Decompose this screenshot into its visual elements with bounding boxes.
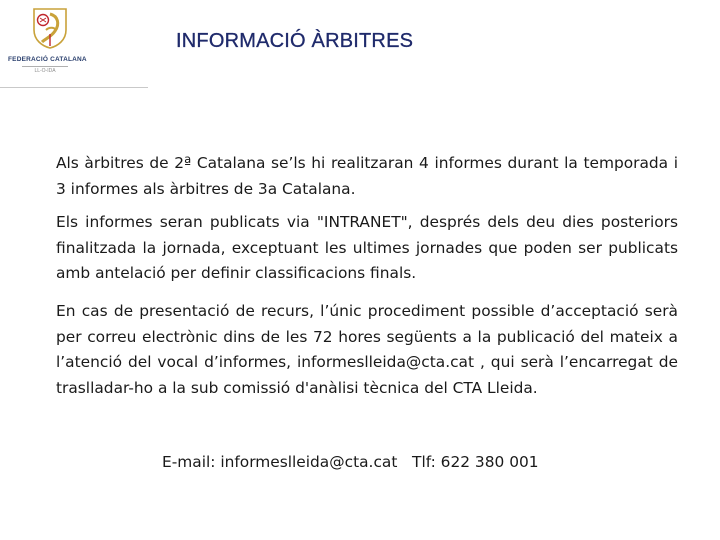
header-divider <box>0 87 148 88</box>
page-title: INFORMACIÓ ÀRBITRES <box>176 30 414 52</box>
federation-crest-icon <box>28 6 72 50</box>
federation-logo <box>8 6 87 76</box>
paragraph-appeal-procedure: En cas de presentació de recurs, l’únic procediment possible d’acceptació serà per correu electrònic dins de les 72 hores següents a la publicació del mateix a l’atenció del vocal d’informes, informeslleida@cta.cat , qui serà l’encarregat de traslladar-ho a la sub comissió d'anàlisi tècnica del CTA Lleida. <box>56 302 678 397</box>
paragraph-reports-count: Als àrbitres de 2ª Catalana se’ls hi realitzaran 4 informes durant la temporada i 3 informes als àrbitres de 3a Catalana. <box>56 154 678 198</box>
contact-line: E-mail: informeslleida@cta.cat Tlf: 622 380 001 <box>162 453 539 471</box>
logo-name: FEDERACIÓ CATALANA <box>8 56 87 63</box>
paragraph-intranet-publication: Els informes seran publicats via "INTRANET", després dels deu dies posteriors finalitzada la jornada, exceptuant les ultimes jornades que poden ser publicats amb antelació per definir classificacions finals. <box>56 213 678 282</box>
logo-subtitle: LL-O-IDA <box>22 66 68 74</box>
